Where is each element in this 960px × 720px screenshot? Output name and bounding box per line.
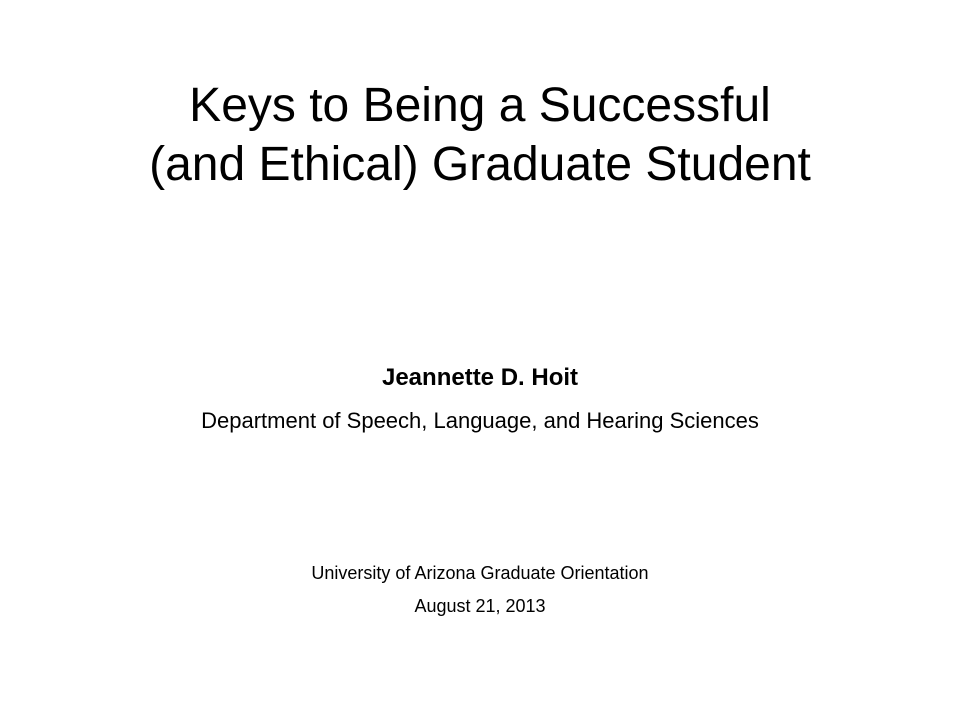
slide-title-line-2: (and Ethical) Graduate Student — [149, 138, 811, 191]
slide-title-line-1: Keys to Being a Successful — [189, 79, 771, 132]
event-name: University of Arizona Graduate Orientation — [311, 563, 649, 583]
author-name: Jeannette D. Hoit — [381, 364, 579, 391]
department-name: Department of Speech, Language, and Hearing Sciences — [201, 408, 759, 433]
slide-title — [0, 76, 960, 194]
event-date: August 21, 2013 — [414, 596, 546, 616]
